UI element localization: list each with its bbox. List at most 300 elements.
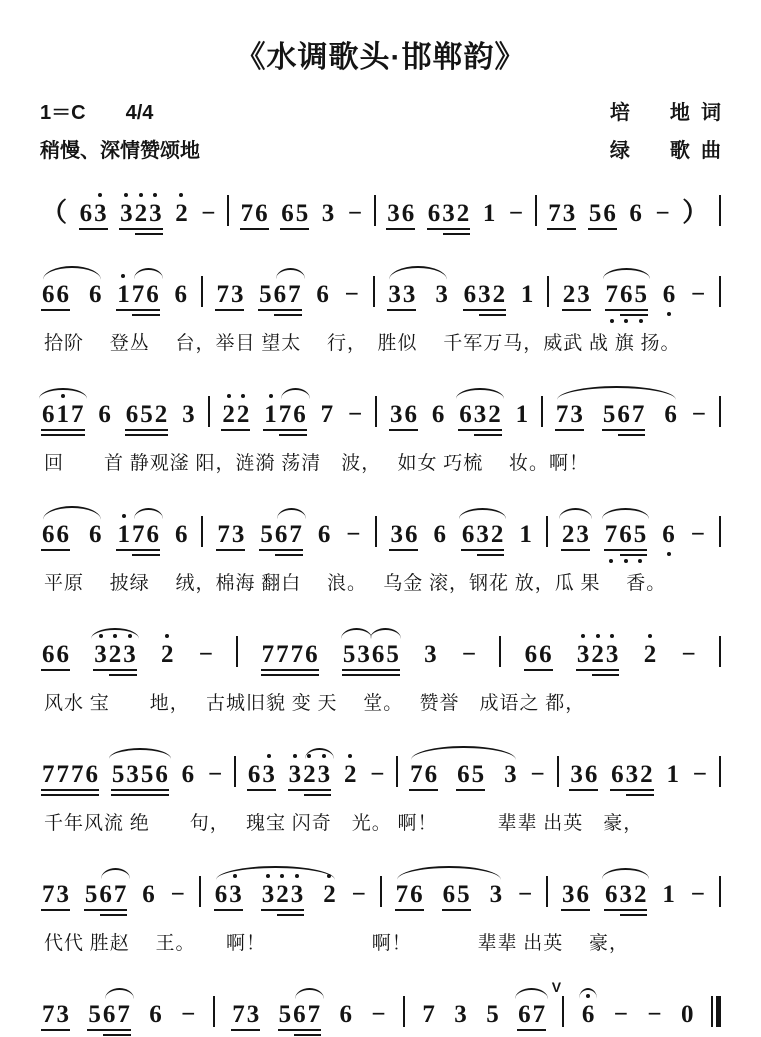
note-digit: 3 bbox=[476, 521, 489, 548]
lyrics-line: 拾阶 登丛 台，举目 望太 行， 胜似 千军万马，威武 战 旗 扬。 bbox=[44, 333, 681, 354]
note-digit: 2 bbox=[590, 642, 605, 667]
note-group bbox=[159, 642, 176, 667]
note-group bbox=[603, 522, 649, 547]
note-digit: 3 bbox=[231, 521, 245, 548]
beam-line bbox=[259, 549, 303, 551]
note-digit: 0 bbox=[681, 1001, 694, 1028]
beam-line bbox=[132, 554, 160, 556]
note-digit: 5 bbox=[84, 881, 98, 908]
note-group bbox=[481, 201, 498, 226]
beam-line bbox=[569, 789, 598, 791]
music-system bbox=[40, 253, 721, 352]
note-group bbox=[457, 402, 503, 427]
note-digit: 3 bbox=[228, 882, 243, 907]
note-digit: 3 bbox=[148, 201, 163, 226]
note-digit: 5 bbox=[602, 401, 616, 428]
beam-line bbox=[103, 1034, 131, 1036]
beam-line bbox=[618, 434, 646, 436]
note-group bbox=[230, 1002, 261, 1027]
beam-line bbox=[215, 309, 244, 311]
note-digit: 7 bbox=[555, 401, 569, 428]
barline bbox=[546, 516, 548, 547]
note-group bbox=[664, 762, 681, 787]
note-digit: 6 bbox=[155, 761, 168, 788]
beam-line bbox=[576, 669, 620, 671]
beam-line bbox=[288, 789, 332, 791]
note-digit: 7 bbox=[631, 401, 645, 428]
note-digit: 7 bbox=[131, 521, 145, 548]
slur-arc bbox=[557, 386, 676, 400]
note-group bbox=[173, 201, 190, 226]
music-line bbox=[40, 190, 721, 232]
note-digit: 1 bbox=[263, 402, 278, 427]
note-group bbox=[587, 201, 618, 226]
barline bbox=[199, 876, 201, 907]
note-group bbox=[560, 882, 591, 907]
beam-line bbox=[620, 554, 648, 556]
beam-line bbox=[111, 794, 169, 796]
note-digit: 2 bbox=[343, 762, 358, 787]
beam-line bbox=[116, 309, 160, 311]
note-group bbox=[554, 402, 585, 427]
note-digit: 5 bbox=[471, 761, 485, 788]
beam-line bbox=[280, 228, 309, 230]
note-digit: 6 bbox=[461, 521, 475, 548]
key-time-block bbox=[40, 96, 153, 125]
note-digit: 2 bbox=[492, 281, 506, 308]
barline bbox=[541, 396, 543, 427]
note-digit: 7 bbox=[42, 881, 55, 908]
slur-arc bbox=[341, 628, 372, 639]
duration-dash: − bbox=[461, 641, 477, 668]
note-digit: 6 bbox=[316, 281, 329, 308]
note-digit: 2 bbox=[633, 881, 647, 908]
note-group bbox=[140, 882, 157, 907]
beam-line bbox=[561, 909, 590, 911]
note-digit: 6 bbox=[576, 881, 590, 908]
beam-line bbox=[562, 309, 591, 311]
octave-dot-high bbox=[610, 634, 614, 638]
duration-dash: − bbox=[508, 200, 524, 227]
note-digit: 5 bbox=[634, 282, 649, 307]
note-group bbox=[115, 282, 161, 307]
note-digit: 6 bbox=[661, 522, 676, 547]
note-digit: 6 bbox=[442, 881, 456, 908]
note-group bbox=[220, 402, 251, 427]
music-line bbox=[40, 391, 721, 433]
octave-dot-high bbox=[121, 274, 125, 278]
note-group bbox=[661, 282, 678, 307]
beam-line bbox=[111, 789, 169, 791]
note-digit: 6 bbox=[611, 761, 624, 788]
duration-dash: − bbox=[348, 401, 363, 428]
note-group bbox=[78, 201, 109, 226]
note-digit: 6 bbox=[431, 401, 445, 428]
note-digit: 6 bbox=[98, 401, 111, 428]
barline bbox=[396, 756, 398, 787]
note-group bbox=[420, 1002, 437, 1027]
score-header bbox=[40, 96, 721, 163]
note-digit: 5 bbox=[140, 761, 154, 788]
slur-arc bbox=[134, 268, 163, 279]
lyricist-credit: 培 地 词 bbox=[609, 102, 721, 124]
beam-line bbox=[216, 549, 245, 551]
slur-arc bbox=[277, 508, 306, 519]
note-group bbox=[40, 522, 71, 547]
octave-dot-high bbox=[124, 193, 128, 197]
note-group bbox=[83, 882, 129, 907]
note-digit: 6 bbox=[273, 281, 287, 308]
note-digit: 6 bbox=[181, 761, 195, 788]
note-digit: 1 bbox=[520, 281, 534, 308]
note-digit: 6 bbox=[247, 761, 261, 788]
note-group bbox=[40, 882, 71, 907]
note-digit: 1 bbox=[482, 200, 496, 227]
beam-line bbox=[610, 789, 654, 791]
octave-dot-high bbox=[227, 394, 231, 398]
lyrics-line: 平原 披绿 绒，棉海 翻白 浪。 乌金 滚，钢花 放，瓜 果 香。 bbox=[44, 573, 667, 594]
note-digit: 5 bbox=[88, 1001, 101, 1028]
slur-arc bbox=[105, 988, 134, 999]
beam-line bbox=[41, 669, 70, 671]
note-digit: 7 bbox=[288, 281, 301, 308]
duration-dash: − bbox=[613, 1001, 628, 1028]
music-system bbox=[40, 853, 721, 952]
note-group bbox=[180, 402, 197, 427]
note-digit: 3 bbox=[230, 281, 244, 308]
beam-line bbox=[261, 674, 319, 676]
note-digit: 2 bbox=[456, 200, 470, 227]
note-digit: 3 bbox=[261, 882, 276, 907]
octave-dot-low bbox=[624, 559, 628, 563]
note-digit: 7 bbox=[232, 1001, 245, 1028]
beam-line bbox=[93, 669, 137, 671]
note-digit: 3 bbox=[317, 762, 332, 787]
note-digit: 7 bbox=[56, 761, 69, 788]
note-digit: 5 bbox=[342, 641, 356, 668]
note-digit: 6 bbox=[274, 521, 288, 548]
octave-dot-high bbox=[348, 754, 352, 758]
note-digit: 1 bbox=[116, 282, 131, 307]
note-digit: 6 bbox=[79, 200, 93, 227]
note-group bbox=[287, 762, 333, 787]
note-group bbox=[40, 1002, 71, 1027]
note-group bbox=[172, 282, 189, 307]
note-digit: 6 bbox=[89, 281, 102, 308]
beam-line bbox=[409, 789, 438, 791]
beam-line bbox=[547, 228, 576, 230]
note-digit: 6 bbox=[619, 282, 634, 307]
note-digit: 7 bbox=[131, 281, 145, 308]
note-digit: 6 bbox=[293, 1001, 306, 1028]
note-group bbox=[662, 402, 679, 427]
slur-arc bbox=[295, 988, 324, 999]
barline bbox=[547, 276, 549, 307]
barline bbox=[557, 756, 559, 787]
octave-dot-high bbox=[596, 634, 600, 638]
music-line bbox=[40, 271, 721, 313]
note-group bbox=[484, 1002, 501, 1027]
barline bbox=[374, 195, 376, 226]
note-digit: 6 bbox=[317, 521, 331, 548]
note-digit: 3 bbox=[126, 761, 139, 788]
note-group bbox=[575, 642, 621, 667]
note-digit: 2 bbox=[236, 402, 251, 427]
note-digit: 6 bbox=[102, 1001, 116, 1028]
note-digit: 3 bbox=[402, 281, 416, 308]
music-system bbox=[40, 373, 721, 472]
beam-line bbox=[109, 674, 137, 676]
note-digit: 7 bbox=[217, 521, 230, 548]
note-digit: 2 bbox=[643, 642, 658, 667]
note-group bbox=[40, 762, 100, 787]
note-digit: 3 bbox=[387, 200, 400, 227]
lyrics-line: 风水 宝 地， 古城旧貌 变 天 堂。 赞誉 成语之 都， bbox=[44, 693, 586, 714]
note-digit: 5 bbox=[295, 200, 309, 227]
octave-dot-low bbox=[624, 319, 628, 323]
octave-dot-low bbox=[610, 319, 614, 323]
beam-line bbox=[461, 549, 505, 551]
beam-line bbox=[132, 314, 160, 316]
note-group bbox=[433, 282, 450, 307]
beam-line bbox=[592, 674, 620, 676]
tied-note-group bbox=[408, 762, 519, 787]
beam-line bbox=[620, 914, 648, 916]
note-digit: 1 bbox=[56, 402, 71, 427]
note-group bbox=[314, 282, 331, 307]
note-group bbox=[660, 882, 677, 907]
barline bbox=[201, 516, 203, 547]
note-digit: 1 bbox=[519, 521, 532, 548]
barline bbox=[719, 516, 721, 547]
beam-line bbox=[479, 314, 507, 316]
note-group bbox=[277, 1002, 323, 1027]
beam-line bbox=[277, 914, 305, 916]
duration-dash: − bbox=[346, 521, 361, 548]
beam-line bbox=[443, 233, 471, 235]
note-group bbox=[660, 522, 677, 547]
beam-line bbox=[626, 794, 654, 796]
note-digit: 3 bbox=[435, 281, 448, 308]
note-group bbox=[257, 282, 303, 307]
octave-dot-high bbox=[267, 754, 271, 758]
note-digit: 6 bbox=[459, 401, 472, 428]
note-digit: 6 bbox=[604, 881, 618, 908]
note-digit: 7 bbox=[320, 401, 334, 428]
note-group bbox=[258, 522, 304, 547]
octave-dot-high bbox=[179, 193, 183, 197]
note-digit: 6 bbox=[371, 641, 385, 668]
note-digit: 6 bbox=[410, 881, 423, 908]
note-digit: 3 bbox=[182, 401, 195, 428]
note-digit: 7 bbox=[289, 521, 302, 548]
octave-dot-low bbox=[639, 319, 643, 323]
beam-line bbox=[41, 1029, 70, 1031]
note-group bbox=[147, 1002, 164, 1027]
barline bbox=[227, 195, 229, 226]
octave-dot-high bbox=[327, 874, 331, 878]
note-group bbox=[388, 522, 419, 547]
beam-line bbox=[274, 314, 302, 316]
beam-line bbox=[125, 429, 169, 431]
note-digit: 3 bbox=[478, 281, 491, 308]
note-digit: 7 bbox=[261, 641, 275, 668]
beam-line bbox=[602, 429, 646, 431]
note-group bbox=[213, 882, 244, 907]
time-signature: 4/4 bbox=[125, 102, 154, 124]
beam-line bbox=[456, 789, 485, 791]
note-group bbox=[603, 882, 649, 907]
note-group bbox=[601, 402, 647, 427]
note-digit: 6 bbox=[255, 200, 268, 227]
octave-dot-high bbox=[266, 874, 270, 878]
note-digit: 6 bbox=[401, 200, 415, 227]
note-digit: 7 bbox=[278, 401, 292, 428]
beam-line bbox=[474, 434, 502, 436]
note-group bbox=[110, 762, 170, 787]
note-digit: 3 bbox=[357, 641, 370, 668]
slur-arc bbox=[109, 748, 171, 759]
note-group bbox=[516, 979, 562, 1028]
beam-line bbox=[463, 309, 507, 311]
note-group bbox=[523, 642, 554, 667]
octave-dot-high bbox=[241, 394, 245, 398]
note-digit: 7 bbox=[113, 881, 127, 908]
note-group bbox=[514, 402, 531, 427]
octave-dot-high bbox=[293, 754, 297, 758]
beam-line bbox=[87, 1029, 131, 1031]
slur-arc bbox=[43, 266, 101, 280]
duration-dash: − bbox=[370, 761, 385, 788]
note-group bbox=[627, 201, 644, 226]
note-group bbox=[319, 402, 336, 427]
note-digit: 3 bbox=[119, 201, 134, 226]
beam-line bbox=[84, 909, 128, 911]
note-digit: 6 bbox=[42, 521, 55, 548]
note-digit: 2 bbox=[154, 401, 168, 428]
beam-line bbox=[41, 434, 85, 436]
music-system bbox=[40, 973, 721, 1033]
note-digit: 6 bbox=[617, 401, 630, 428]
note-digit: 3 bbox=[246, 1001, 260, 1028]
beam-line bbox=[41, 909, 70, 911]
note-group bbox=[215, 522, 246, 547]
duration-dash: − bbox=[655, 200, 670, 227]
note-digit: 6 bbox=[404, 401, 417, 428]
duration-dash: − bbox=[181, 1001, 196, 1028]
note-group bbox=[488, 882, 505, 907]
duration-dash: − bbox=[347, 200, 363, 227]
slur-arc bbox=[602, 508, 650, 519]
slur-arc bbox=[216, 866, 335, 880]
tied-note-group bbox=[40, 522, 104, 547]
final-barline bbox=[711, 996, 721, 1027]
note-digit: 6 bbox=[281, 200, 294, 227]
barline bbox=[373, 276, 375, 307]
octave-dot-high bbox=[165, 634, 169, 638]
tied-note-group bbox=[213, 882, 338, 907]
note-digit: 3 bbox=[390, 401, 403, 428]
note-digit: 7 bbox=[422, 1001, 435, 1028]
note-digit: 3 bbox=[577, 281, 590, 308]
note-digit: 6 bbox=[149, 1001, 162, 1028]
beam-line bbox=[279, 434, 307, 436]
note-digit: 3 bbox=[290, 882, 305, 907]
note-digit: 3 bbox=[619, 881, 632, 908]
note-digit: 6 bbox=[56, 521, 69, 548]
octave-dot-high bbox=[233, 874, 237, 878]
tied-note-group bbox=[394, 882, 505, 907]
note-digit: 2 bbox=[160, 642, 175, 667]
octave-dot-high bbox=[581, 634, 585, 638]
duration-dash: − bbox=[201, 200, 216, 227]
note-digit: 5 bbox=[588, 200, 602, 227]
music-line bbox=[40, 511, 721, 553]
octave-dot-low bbox=[609, 559, 613, 563]
beam-line bbox=[458, 429, 502, 431]
barline bbox=[375, 396, 377, 427]
note-digit: 1 bbox=[666, 761, 679, 788]
note-digit: 1 bbox=[515, 401, 529, 428]
slur-arc bbox=[305, 748, 334, 759]
note-digit: 3 bbox=[562, 200, 576, 227]
lyrics-line: 千年风流 绝 句， 瑰宝 闪奇 光。 啊！ 辈辈 出英 豪， bbox=[44, 813, 644, 834]
slur-arc bbox=[515, 988, 548, 999]
octave-dot-low bbox=[667, 552, 671, 556]
barline bbox=[719, 756, 721, 787]
note-digit: 7 bbox=[117, 1001, 130, 1028]
duration-dash: − bbox=[690, 881, 705, 908]
slur-arc bbox=[91, 628, 139, 639]
octave-dot-high bbox=[153, 193, 157, 197]
note-group bbox=[341, 642, 401, 667]
beam-line bbox=[125, 434, 169, 436]
octave-dot-high bbox=[98, 193, 102, 197]
beam-line bbox=[231, 1029, 260, 1031]
note-group bbox=[321, 882, 338, 907]
barline bbox=[236, 636, 238, 667]
parenthesis: ） bbox=[682, 198, 709, 227]
note-digit: 7 bbox=[216, 281, 229, 308]
beam-line bbox=[214, 909, 243, 911]
note-digit: 7 bbox=[42, 761, 55, 788]
music-line bbox=[40, 751, 721, 793]
note-digit: 6 bbox=[174, 281, 187, 308]
duration-dash: − bbox=[207, 761, 223, 788]
note-digit: 5 bbox=[278, 1001, 292, 1028]
note-group bbox=[115, 522, 161, 547]
note-group bbox=[441, 882, 472, 907]
octave-dot-high bbox=[122, 514, 126, 518]
beam-line bbox=[135, 233, 163, 235]
beam-line bbox=[247, 789, 276, 791]
note-digit: 3 bbox=[390, 521, 403, 548]
beam-line bbox=[555, 429, 584, 431]
octave-dot-low bbox=[667, 312, 671, 316]
lyrics-line: 回 首 静观滏 阳，涟漪 荡清 波， 如女 巧梳 妆。啊！ bbox=[44, 453, 590, 474]
slur-arc bbox=[134, 508, 163, 519]
note-digit: 6 bbox=[427, 200, 441, 227]
beam-line bbox=[240, 228, 269, 230]
note-digit: 3 bbox=[261, 762, 276, 787]
beam-line bbox=[620, 314, 648, 316]
note-group bbox=[422, 642, 439, 667]
note-group bbox=[40, 402, 86, 427]
note-digit: 3 bbox=[504, 761, 517, 788]
music-system bbox=[40, 613, 721, 712]
note-digit: 6 bbox=[524, 641, 538, 668]
note-group bbox=[124, 402, 170, 427]
